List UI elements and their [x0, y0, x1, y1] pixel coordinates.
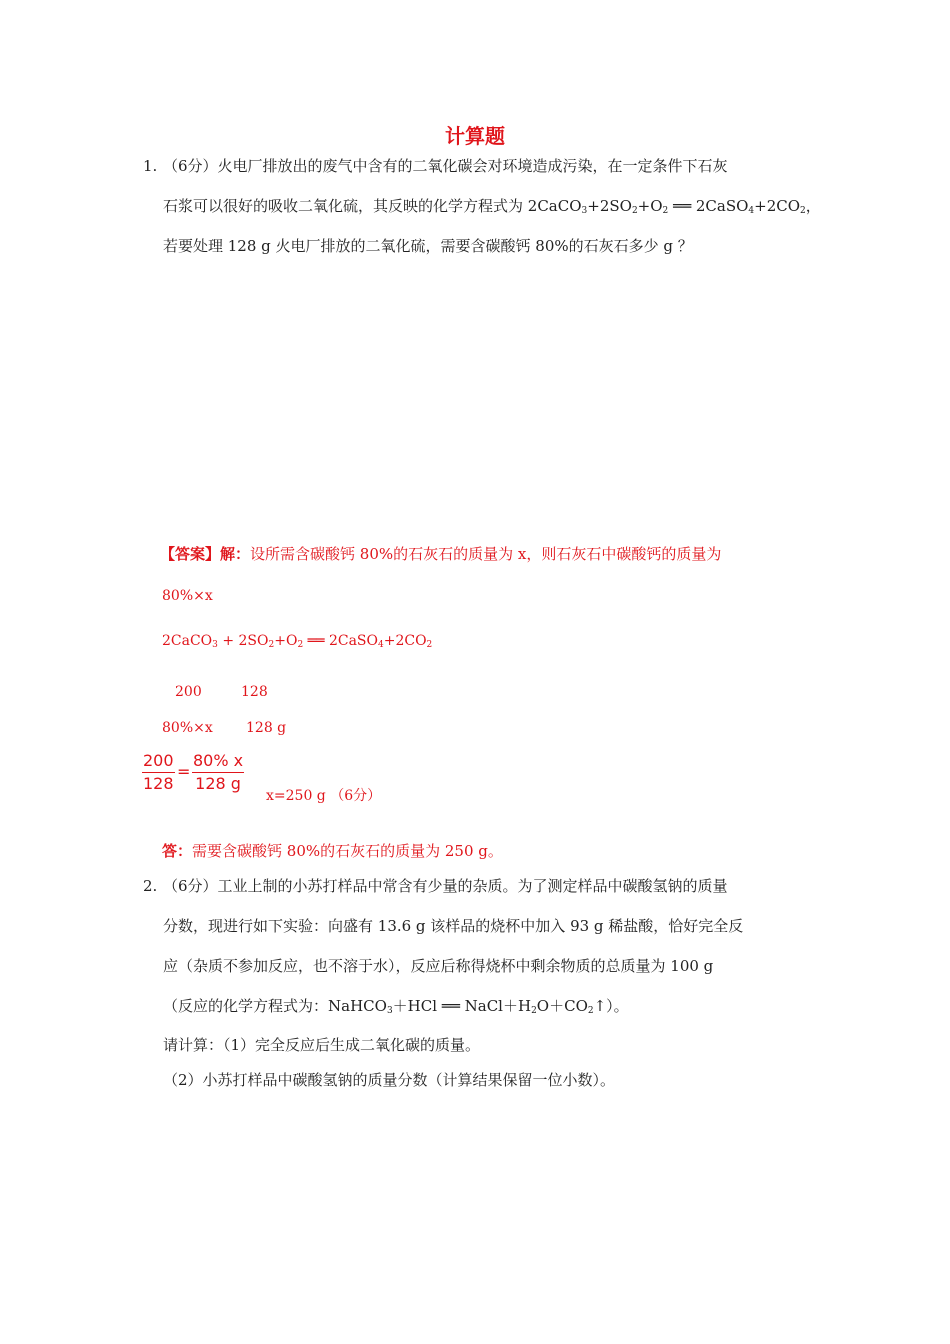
answer-line-1: 【答案】解：设所需含碳酸钙 80%的石灰石的质量为 x，则石灰石中碳酸钙的质量为	[160, 545, 722, 563]
q1-line-2: 石浆可以很好的吸收二氧化硫，其反映的化学方程式为 $2CaCO_3+2SO_2+O_2$ ══ $2CaSO_4+2CO_2$，	[163, 197, 821, 216]
fraction-left: $\frac{200}{128}$	[143, 751, 174, 793]
q2-line-2: 分数，现进行如下实验：向盛有 13.6 g 该样品的烧杯中加入 93 g 稀盐酸，恰好完全反	[163, 917, 744, 935]
answer-equation: 2CaCO$_3$ + $2SO_2+O_2$ ══ $2CaSO_4+2CO_2$	[162, 633, 433, 650]
q1-number: 1.	[143, 157, 158, 175]
q1-line-3: 若要处理 128 g 火电厂排放的二氧化硫，需要含碳酸钙 80%的石灰石多少 g ？	[163, 237, 693, 255]
fraction-equals: =	[177, 762, 191, 781]
mass-1: 80%×x	[162, 720, 213, 736]
q2-line-1: （6分）工业上制的小苏打样品中常含有少量的杂质。为了测定样品中碳酸氢钠的质量	[163, 877, 728, 895]
q2-number: 2.	[143, 877, 158, 895]
q2-line-3: 应（杂质不参加反应，也不溶于水），反应后称得烧杯中剩余物质的总质量为 100 g	[163, 957, 714, 975]
molar-mass-2: 128	[241, 684, 268, 700]
fraction-right: $\frac{80\% x}{128 g}$	[193, 751, 244, 793]
answer-line-2: 80%×x	[162, 588, 213, 604]
page-title: 计算题	[445, 124, 505, 148]
answer-final: 答：需要含碳酸钙 80%的石灰石的质量为 250 g。	[162, 842, 503, 860]
molar-mass-1: 200	[175, 684, 202, 700]
answer-result: x=250 g （6分）	[266, 788, 382, 804]
q2-line-4: （反应的化学方程式为：NaHCO$_3$＋HCl ══ $NaCl+H_2O+CO_2↑$）。	[163, 997, 629, 1016]
q2-line-5: 请计算：（1）完全反应后生成二氧化碳的质量。	[163, 1036, 481, 1054]
mass-2: 128 g	[246, 720, 287, 736]
q1-line-1: （6分）火电厂排放出的废气中含有的二氧化碳会对环境造成污染，在一定条件下石灰	[163, 157, 728, 175]
answer-tag: 【答案】	[160, 545, 221, 563]
q2-line-6: （2）小苏打样品中碳酸氢钠的质量分数（计算结果保留一位小数）。	[163, 1071, 616, 1089]
